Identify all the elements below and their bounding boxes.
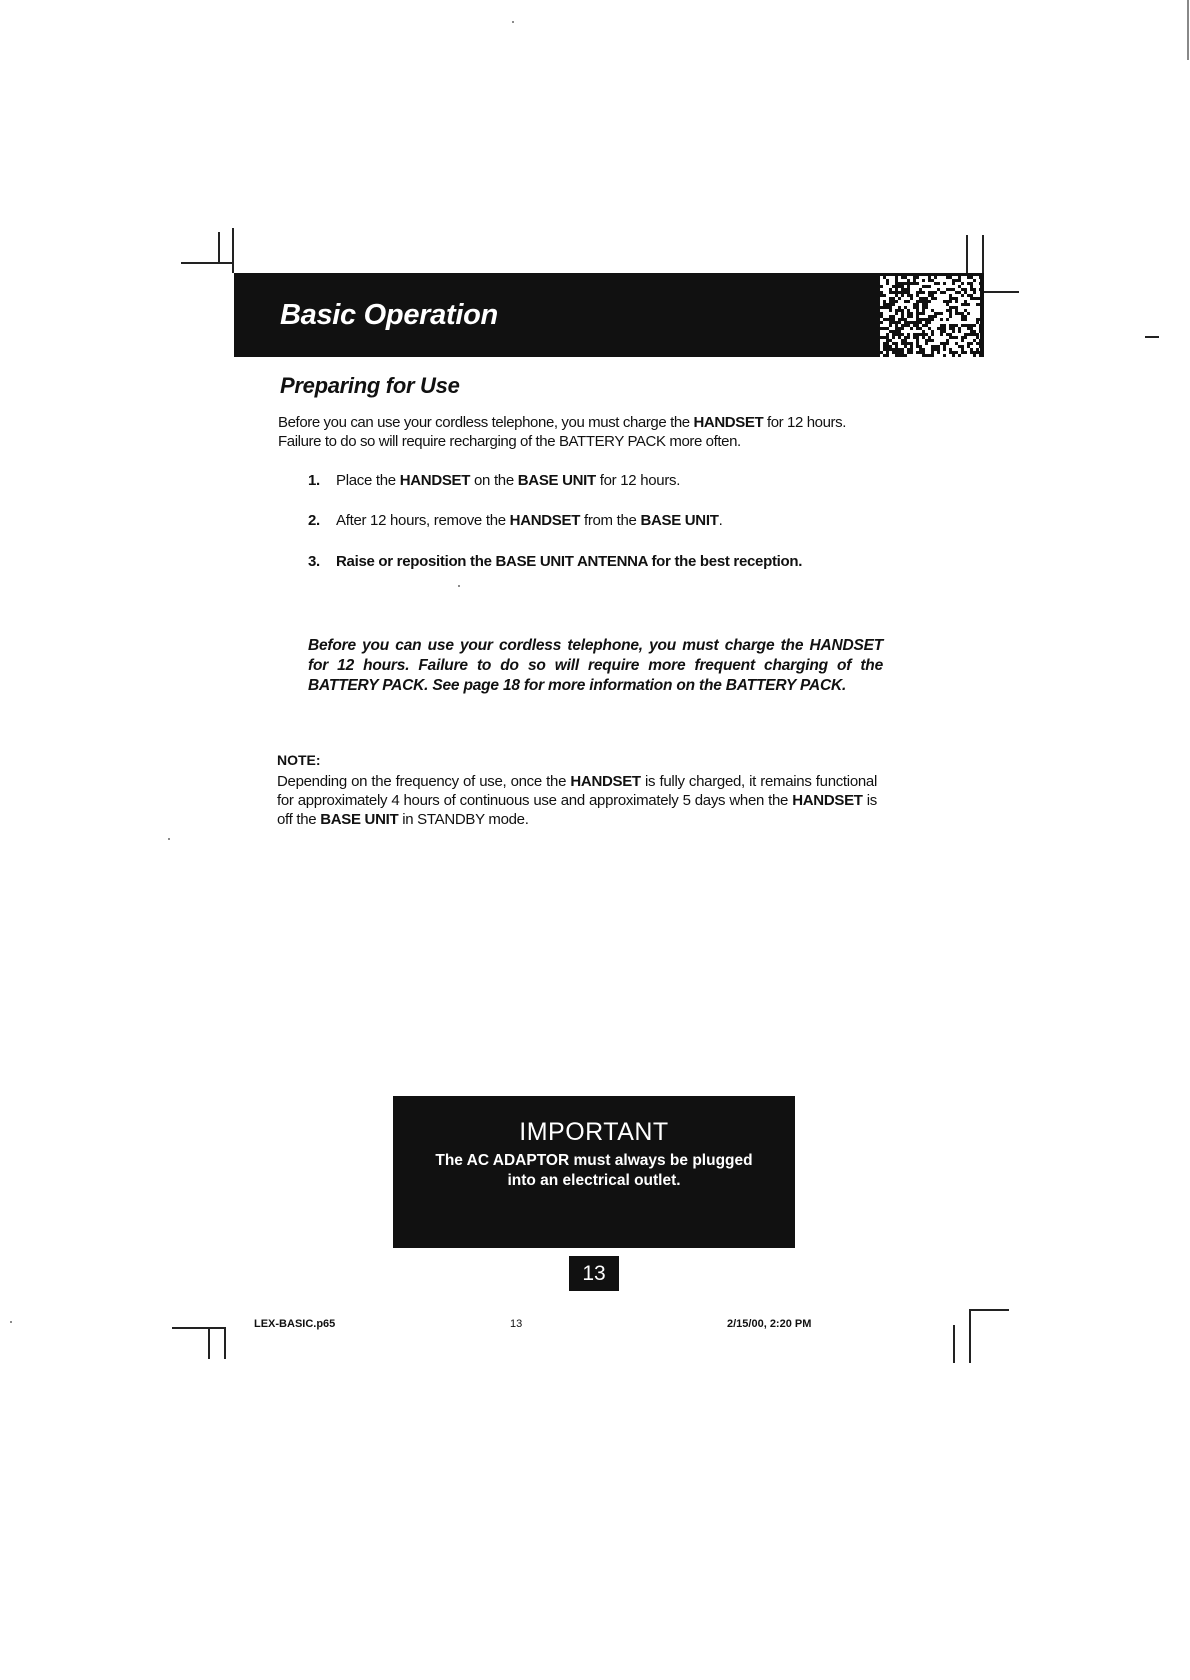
scan-edge — [1145, 336, 1159, 338]
crop-mark — [224, 1327, 226, 1359]
crop-mark — [208, 1327, 210, 1359]
step-1: 1. Place the HANDSET on the BASE UNIT for 12 hours. — [308, 472, 681, 489]
speck — [10, 1321, 12, 1323]
crop-mark — [232, 228, 234, 273]
crop-mark — [181, 262, 233, 264]
intro-paragraph: Before you can use your cordless telephone, you must charge the HANDSET for 12 hours. Failure to do so will require recharging of the BATTERY PACK more often. — [278, 414, 846, 450]
step-2: 2. After 12 hours, remove the HANDSET from the BASE UNIT. — [308, 512, 723, 529]
note-label: NOTE: — [277, 752, 321, 768]
scan-edge — [1187, 0, 1189, 60]
speck — [168, 838, 170, 840]
footer-filename: LEX-BASIC.p65 — [254, 1318, 336, 1330]
halftone-pattern — [880, 276, 980, 360]
important-title: IMPORTANT — [519, 1118, 669, 1146]
crop-mark — [969, 1309, 1009, 1311]
charge-warning: Before you can use your cordless telephone, you must charge the HANDSET for 12 hours. Failure to do so will require more frequent charging of the BATTERY PACK. See page 18 for more information on the BATTERY PACK. — [308, 637, 883, 694]
speck — [458, 585, 460, 587]
crop-mark — [953, 1325, 955, 1363]
important-text: The AC ADAPTOR must always be plugged into an electrical outlet. — [435, 1152, 753, 1189]
section-title: Preparing for Use — [280, 373, 460, 398]
step-3: 3. Raise or reposition the BASE UNIT ANTENNA for the best reception. — [308, 553, 803, 570]
crop-mark — [218, 232, 220, 262]
footer-datetime: 2/15/00, 2:20 PM — [727, 1318, 812, 1330]
page-title: Basic Operation — [280, 299, 498, 331]
speck — [512, 21, 514, 23]
footer-page: 13 — [510, 1318, 523, 1330]
important-box — [393, 1096, 795, 1248]
crop-mark — [969, 1309, 971, 1363]
crop-mark — [966, 235, 968, 273]
note-text: Depending on the frequency of use, once the HANDSET is fully charged, it remains functional for approximately 4 hours of continuous use and approximately 5 days when the HANDSET is off the BASE UNIT in STANDBY mode. — [277, 773, 877, 828]
crop-mark — [982, 291, 1019, 293]
crop-mark — [172, 1327, 224, 1329]
page-number-badge: 13 — [569, 1256, 619, 1291]
